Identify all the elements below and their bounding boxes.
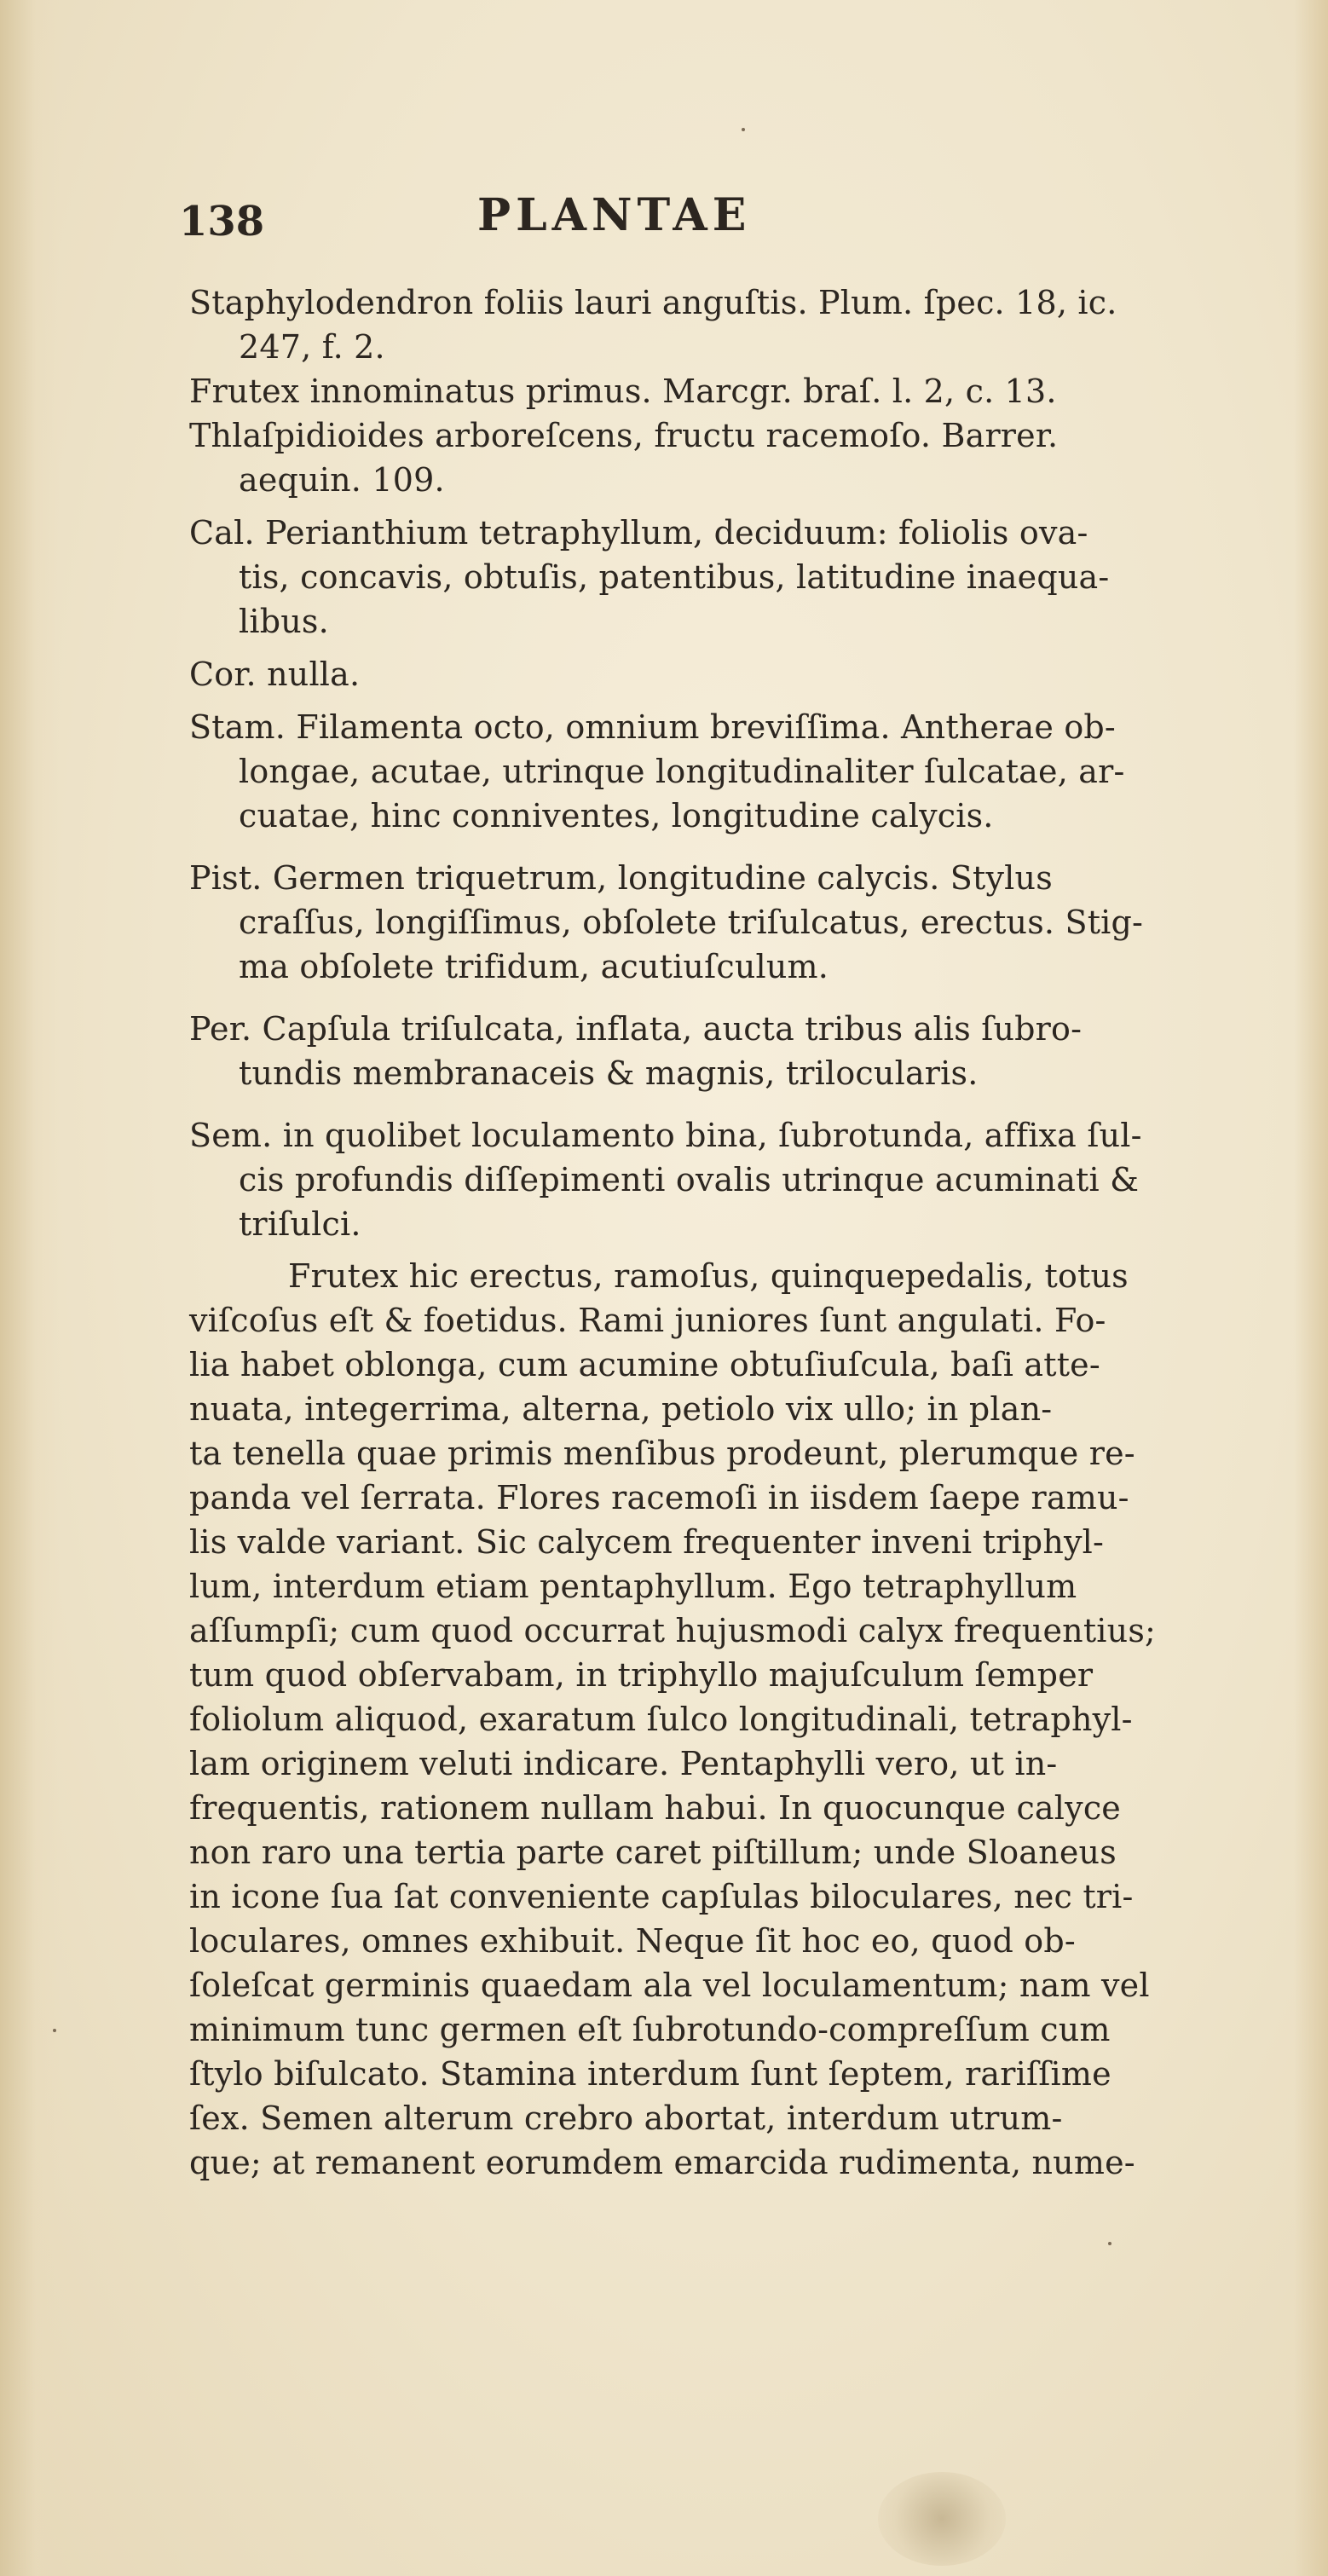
body-text-line: lum, interdum etiam pentaphyllum. Ego tetraphyllum xyxy=(189,1568,1077,1605)
body-text-line: tum quod obſervabam, in triphyllo majuſculum ſemper xyxy=(189,1656,1094,1694)
body-text-line: que; at remanent eorumdem emarcida rudimenta, nume- xyxy=(189,2144,1135,2181)
running-title: PLANTAE xyxy=(477,189,752,241)
page-number: 138 xyxy=(179,198,265,245)
synonym-line: Frutex innominatus primus. Marcgr. braſ. l. 2, c. 13. xyxy=(189,373,1057,410)
body-text-line: Frutex hic erectus, ramoſus, quinquepedalis, totus xyxy=(288,1257,1129,1295)
paper-speck xyxy=(742,128,745,131)
body-text-line: nuata, integerrima, alterna, petiolo vix ullo; in plan- xyxy=(189,1390,1053,1428)
stamen-line: Stam. Filamenta octo, omnium breviſſima. Antherae ob- xyxy=(189,708,1116,746)
body-text-line: ta tenella quae primis menſibus prodeunt, plerumque re- xyxy=(189,1435,1135,1472)
paper-speck xyxy=(53,2029,56,2032)
body-text-line: in icone ſua ſat conveniente capſulas biloculares, nec tri- xyxy=(189,1878,1134,1915)
body-text-line: lam originem veluti indicare. Pentaphylli vero, ut in- xyxy=(189,1745,1058,1782)
body-text-line: ſtylo biſulcato. Stamina interdum ſunt ſeptem, rariſſime xyxy=(189,2055,1111,2093)
seed-line: triſulci. xyxy=(239,1205,361,1243)
corolla-line: Cor. nulla. xyxy=(189,656,361,693)
body-text-line: minimum tunc germen eſt ſubrotundo-compreſſum cum xyxy=(189,2011,1111,2048)
body-text-line: ſex. Semen alterum crebro abortat, interdum utrum- xyxy=(189,2099,1063,2137)
pericarp-line: tundis membranaceis & magnis, trilocularis. xyxy=(239,1054,979,1092)
calyx-line: libus. xyxy=(239,603,329,640)
stamen-line: cuatae, hinc conniventes, longitudine calycis. xyxy=(239,797,994,835)
synonym-line: Staphylodendron foliis lauri anguſtis. Plum. ſpec. 18, ic. xyxy=(189,284,1117,321)
calyx-line: tis, concavis, obtuſis, patentibus, latitudine inaequa- xyxy=(239,558,1110,596)
body-text-line: frequentis, rationem nullam habui. In quocunque calyce xyxy=(189,1789,1121,1827)
pericarp-line: Per. Capſula triſulcata, inflata, aucta tribus alis ſubro- xyxy=(189,1010,1083,1048)
body-text-line: ſoleſcat germinis quaedam ala vel loculamentum; nam vel xyxy=(189,1967,1150,2004)
pistil-line: Pist. Germen triquetrum, longitudine calycis. Stylus xyxy=(189,859,1053,897)
body-text-line: lis valde variant. Sic calycem frequenter inveni triphyl- xyxy=(189,1523,1105,1561)
pistil-line: craſſus, longiſſimus, obſolete triſulcatus, erectus. Stig- xyxy=(239,904,1144,941)
body-text-line: panda vel ſerrata. Flores racemoſi in iisdem ſaepe ramu- xyxy=(189,1479,1129,1516)
body-text-line: foliolum aliquod, exaratum ſulco longitudinali, tetraphyl- xyxy=(189,1701,1133,1738)
paper-stain xyxy=(878,2472,1006,2566)
body-text-line: lia habet oblonga, cum acumine obtuſiuſcula, baſi atte- xyxy=(189,1346,1100,1383)
synonym-line: Thlaſpidioides arboreſcens, fructu racemoſo. Barrer. xyxy=(189,417,1059,454)
synonym-line: aequin. 109. xyxy=(239,461,445,499)
body-text-line: non raro una tertia parte caret piſtillum; unde Sloaneus xyxy=(189,1834,1117,1871)
body-text-line: viſcoſus eſt & foetidus. Rami juniores ſunt angulati. Fo- xyxy=(189,1302,1106,1339)
paper-speck xyxy=(1108,2242,1111,2245)
seed-line: Sem. in quolibet loculamento bina, ſubrotunda, affixa ſul- xyxy=(189,1117,1142,1154)
body-text-line: loculares, omnes exhibuit. Neque ſit hoc eo, quod ob- xyxy=(189,1922,1076,1960)
body-text-line: aſſumpſi; cum quod occurrat hujusmodi calyx frequentius; xyxy=(189,1612,1157,1649)
pistil-line: ma obſolete trifidum, acutiuſculum. xyxy=(239,948,829,985)
stamen-line: longae, acutae, utrinque longitudinaliter ſulcatae, ar- xyxy=(239,753,1125,790)
synonym-line: 247, f. 2. xyxy=(239,328,385,366)
calyx-line: Cal. Perianthium tetraphyllum, deciduum: foliolis ova- xyxy=(189,514,1088,552)
seed-line: cis profundis diſſepimenti ovalis utrinque acuminati & xyxy=(239,1161,1140,1198)
